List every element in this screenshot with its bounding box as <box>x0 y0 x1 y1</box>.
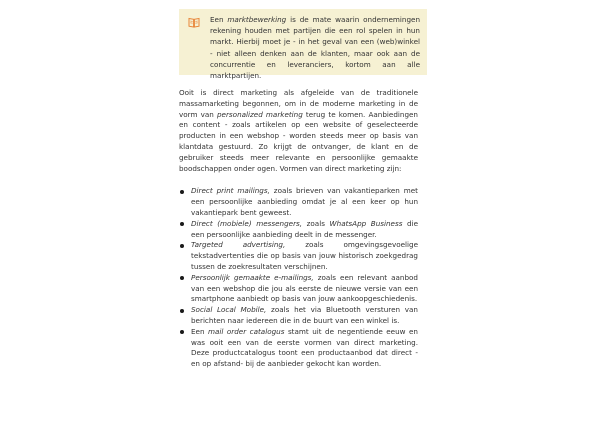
list-item-text: zoals brieven van vakantieparken met een persoonlijke aanbieding omdat je al een keer op hun vakantiepark bent geweest. <box>191 186 418 217</box>
bullet-dot <box>180 190 184 194</box>
list-item <box>179 186 418 218</box>
definition-body: is de mate waarin ondernemingen rekening houden met partijen die een rol spelen in hun markt. Hierbij moet je - in het geval van een (web)winkel - niet alleen denken aan de klanten, maar ook aan de concurrentie en leveranciers, kortom aan alle marktpartijen. <box>210 15 420 81</box>
list-item-term: Social Local Mobile, <box>191 305 267 315</box>
bullet-dot <box>180 309 184 313</box>
list-item-text: zoals omgevingsgevoelige tekstadvertenties die op basis van jouw historisch zoekgedrag tussen de zoekresultaten verschijnen. <box>191 240 419 271</box>
intro-part-1: Ooit is direct marketing als afgeleide van de traditionele massamarketing begonnen, om in de moderne marketing in de vorm van <box>179 88 418 119</box>
list-item-term: mail order catalogus <box>208 326 285 336</box>
list-item <box>179 219 418 241</box>
list-item <box>179 305 418 327</box>
bullet-dot <box>180 276 184 280</box>
bullet-dot <box>180 244 184 248</box>
main-content <box>179 88 418 370</box>
intro-part-2: terug te komen. Aanbiedingen en content - zoals artikelen op een website of geselecteerde producten in een webshop - worden steeds meer op basis van klantdata gestuurd. Zo krijgt de ontvanger, de klant en de gebruiker steeds meer relevante en persoonlijke gemaakte boodschappen onder ogen. Vormen van direct marketing zijn: <box>179 109 418 173</box>
list-item-term: Direct print mailings, <box>191 186 270 196</box>
definition-callout <box>179 9 427 81</box>
list-item-text: stamt uit de negentiende eeuw en was ooit een van de eerste vormen van direct marketing. Deze productcatalogus toont een productaanbod dat direct - en op afstand- bij de aanbieder gekocht kan worden. <box>191 326 418 369</box>
list-item-term: Direct (mobiele) messengers, <box>191 218 303 228</box>
list-item-term: Persoonlijk gemaakte e-mailings, <box>191 272 314 282</box>
definition-intro: Een <box>210 15 228 24</box>
list-item <box>179 273 418 305</box>
list-item-text: zoals het via Bluetooth versturen van berichten naar iedereen die in de buurt van een winkel is. <box>191 305 418 325</box>
direct-marketing-list <box>179 186 418 370</box>
list-item <box>179 240 418 272</box>
bullet-dot <box>180 330 184 334</box>
definition-text <box>210 14 420 81</box>
book-icon <box>188 17 200 28</box>
intro-emphasis: personalized marketing <box>216 109 303 119</box>
definition-term: marktbewerking <box>227 15 287 24</box>
list-item-text: zoals een relevant aanbod van een webshop die jou als eerste de nieuwe versie van een smartphone aanbiedt op basis van jouw aankoopgeschiedenis. <box>191 272 418 304</box>
list-item-term-2: WhatsApp Business <box>329 218 403 228</box>
list-item <box>179 327 418 370</box>
intro-paragraph <box>179 88 418 174</box>
list-item-text: zoals <box>302 218 330 228</box>
list-item-prefix: Een <box>191 326 208 336</box>
list-item-term: Targeted advertising, <box>191 240 286 250</box>
list-item-text-2: die een persoonlijke aanbieding deelt in de messenger. <box>191 218 419 239</box>
bullet-dot <box>180 222 184 226</box>
